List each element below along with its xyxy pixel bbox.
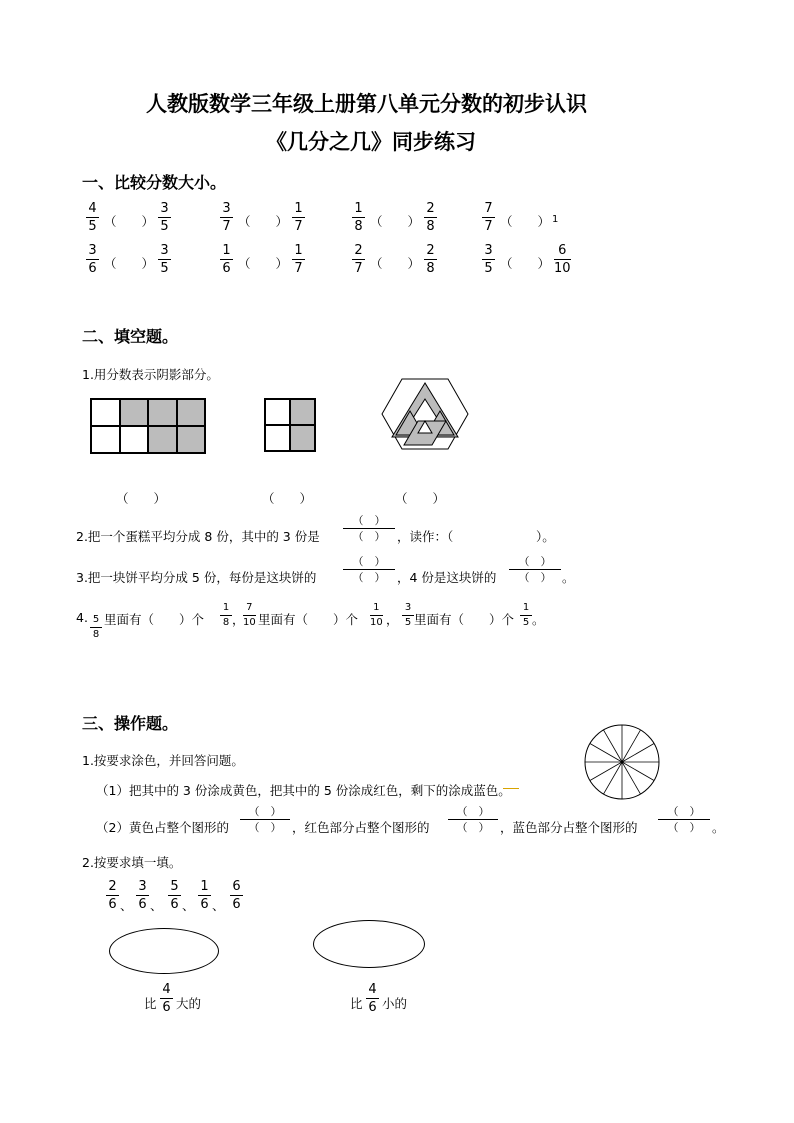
fraction-1-10: 1 10 — [370, 602, 383, 628]
fraction-3-5: 3 5 — [402, 603, 414, 628]
question-fill-in: 2.按要求填一填。 — [82, 855, 182, 870]
page-title: 人教版数学三年级上册第八单元分数的初步认识 — [146, 91, 587, 116]
oval1-suffix: 大的 — [176, 996, 202, 1011]
q4-text-2: 里面有（ ）个 — [258, 612, 359, 627]
q4-text-3: 里面有（ ）个 — [414, 612, 515, 627]
compare-left-fraction: 3 5 — [482, 244, 495, 275]
list-separator: 、 — [182, 898, 195, 913]
fraction-bar — [448, 819, 498, 820]
hexagon-triangles-figure — [380, 377, 470, 451]
denominator-blank[interactable]: （ ） — [248, 821, 282, 834]
fraction-bar — [343, 569, 395, 570]
grid-cell-shaded — [148, 426, 177, 453]
grid-cell-shaded — [148, 399, 177, 426]
fraction-1-8: 1 8 — [220, 603, 232, 628]
fraction-bar — [509, 569, 561, 570]
fraction-answer-cake[interactable] — [343, 515, 395, 542]
question-yellow-part: （2）黄色占整个图形的 — [96, 820, 229, 835]
q4-text-1: 里面有（ ）个 — [104, 612, 205, 627]
question-red-part: ，红色部分占整个图形的 — [292, 820, 430, 835]
denominator-blank[interactable]: （ ） — [352, 530, 386, 543]
q4-sep-2: ， — [386, 612, 399, 627]
grid-cell — [120, 426, 149, 453]
read-as-close: ）。 — [536, 529, 555, 544]
numerator-blank[interactable]: （ ） — [456, 805, 490, 818]
instruction-color-parts: （1）把其中的 3 份涂成黄色，把其中的 5 份涂成红色，剩下的涂成蓝色。 — [96, 783, 511, 798]
q4-sep-1: ， — [232, 612, 245, 627]
compare-right-fraction: 1 7 — [292, 244, 305, 275]
question-coloring: 1.按要求涂色，并回答问题。 — [82, 753, 244, 768]
grid-cell-shaded — [177, 399, 206, 426]
fraction-1-5: 1 5 — [520, 603, 532, 628]
q1-2-end: 。 — [712, 820, 725, 835]
compare-right-fraction: 1 7 — [292, 202, 305, 233]
fraction-bar — [658, 819, 710, 820]
denominator-blank[interactable]: （ ） — [518, 571, 552, 584]
section-heading-compare: 一、比较分数大小。 — [82, 173, 227, 192]
grid-cell — [91, 399, 120, 426]
grid-cell-shaded — [120, 399, 149, 426]
section-heading-operation: 三、操作题。 — [82, 714, 179, 733]
compare-left-fraction: 1 6 — [220, 244, 233, 275]
denominator-blank[interactable]: （ ） — [667, 821, 701, 834]
oval-less-than[interactable] — [313, 920, 425, 968]
numerator-blank[interactable]: （ ） — [667, 805, 701, 818]
compare-answer-blank[interactable]: （ ） — [370, 256, 421, 271]
list-separator: 、 — [150, 898, 163, 913]
compare-right-fraction: 2 8 — [424, 202, 437, 233]
oval2-suffix: 小的 — [382, 996, 408, 1011]
compare-right-fraction: 2 8 — [424, 244, 437, 275]
fraction-answer-yellow[interactable] — [240, 806, 290, 833]
fraction-answer-red[interactable] — [448, 806, 498, 833]
circle-12-parts-figure[interactable] — [583, 723, 661, 801]
compare-answer-blank[interactable]: （ ） — [500, 214, 551, 229]
compare-left-fraction: 3 7 — [220, 202, 233, 233]
answer-blank-hexagon[interactable]: （ ） — [395, 491, 446, 506]
grid-cell-shaded — [290, 399, 315, 425]
compare-left-fraction: 2 7 — [352, 244, 365, 275]
compare-answer-blank[interactable]: （ ） — [104, 214, 155, 229]
denominator-blank[interactable]: （ ） — [456, 821, 490, 834]
fraction-5-8: 5 8 — [90, 615, 102, 640]
compare-right-fraction: 3 5 — [158, 202, 171, 233]
fraction-4-6-a: 4 6 — [160, 983, 173, 1014]
compare-answer-blank[interactable]: （ ） — [500, 256, 551, 271]
denominator-blank[interactable]: （ ） — [352, 571, 386, 584]
rectangle-grid-figure — [90, 398, 206, 454]
compare-left-fraction: 4 5 — [86, 202, 99, 233]
q3-end: 。 — [562, 570, 575, 585]
grid-cell-shaded — [290, 425, 315, 451]
compare-left-fraction: 3 6 — [86, 244, 99, 275]
q4-end: 。 — [532, 612, 545, 627]
numerator-blank[interactable]: （ ） — [352, 514, 386, 527]
fraction-bar — [240, 819, 290, 820]
q4-number: 4. — [76, 610, 88, 625]
list-fraction: 5 6 — [168, 880, 181, 911]
compare-left-fraction: 7 7 — [482, 202, 495, 233]
list-fraction: 2 6 — [106, 880, 119, 911]
fraction-answer-blue[interactable] — [658, 806, 710, 833]
square-grid-figure — [264, 398, 316, 452]
answer-blank-rectangle[interactable]: （ ） — [116, 491, 167, 506]
list-fraction: 6 6 — [230, 880, 243, 911]
compare-answer-blank[interactable]: （ ） — [370, 214, 421, 229]
numerator-blank[interactable]: （ ） — [352, 555, 386, 568]
grid-cell-shaded — [177, 426, 206, 453]
grid-cell — [265, 425, 290, 451]
grid-cell — [265, 399, 290, 425]
compare-right-whole-number: 1 — [552, 214, 559, 225]
question-blue-part: ，蓝色部分占整个图形的 — [500, 820, 638, 835]
compare-answer-blank[interactable]: （ ） — [238, 214, 289, 229]
question-pie: 3.把一块饼平均分成 5 份，每份是这块饼的 — [76, 570, 317, 585]
answer-blank-square[interactable]: （ ） — [262, 491, 313, 506]
compare-right-fraction: 6 10 — [554, 243, 571, 276]
list-separator: 、 — [120, 898, 133, 913]
fraction-7-10: 7 10 — [243, 602, 256, 628]
compare-answer-blank[interactable]: （ ） — [238, 256, 289, 271]
compare-answer-blank[interactable]: （ ） — [104, 256, 155, 271]
oval-greater-than[interactable] — [109, 928, 219, 974]
list-fraction: 3 6 — [136, 880, 149, 911]
list-fraction: 1 6 — [198, 880, 211, 911]
yellow-underline-mark — [503, 788, 519, 789]
question-cake: 2.把一个蛋糕平均分成 8 份，其中的 3 份是 — [76, 529, 320, 544]
four-parts-label: ，4 份是这块饼的 — [397, 570, 497, 585]
fraction-bar — [343, 528, 395, 529]
numerator-blank[interactable]: （ ） — [518, 555, 552, 568]
oval2-prefix: 比 — [350, 996, 363, 1011]
read-as-label: ，读作：（ — [397, 529, 454, 544]
list-separator: 、 — [212, 898, 225, 913]
fraction-answer-each-part[interactable] — [343, 556, 395, 583]
compare-left-fraction: 1 8 — [352, 202, 365, 233]
fraction-4-6-b: 4 6 — [366, 983, 379, 1014]
section-heading-fill: 二、填空题。 — [82, 327, 179, 346]
compare-right-fraction: 3 5 — [158, 244, 171, 275]
fraction-answer-four-parts[interactable] — [509, 556, 561, 583]
grid-cell — [91, 426, 120, 453]
question-shaded-fraction: 1.用分数表示阴影部分。 — [82, 367, 219, 382]
page-subtitle: 《几分之几》同步练习 — [266, 129, 476, 154]
oval1-prefix: 比 — [144, 996, 157, 1011]
numerator-blank[interactable]: （ ） — [248, 805, 282, 818]
